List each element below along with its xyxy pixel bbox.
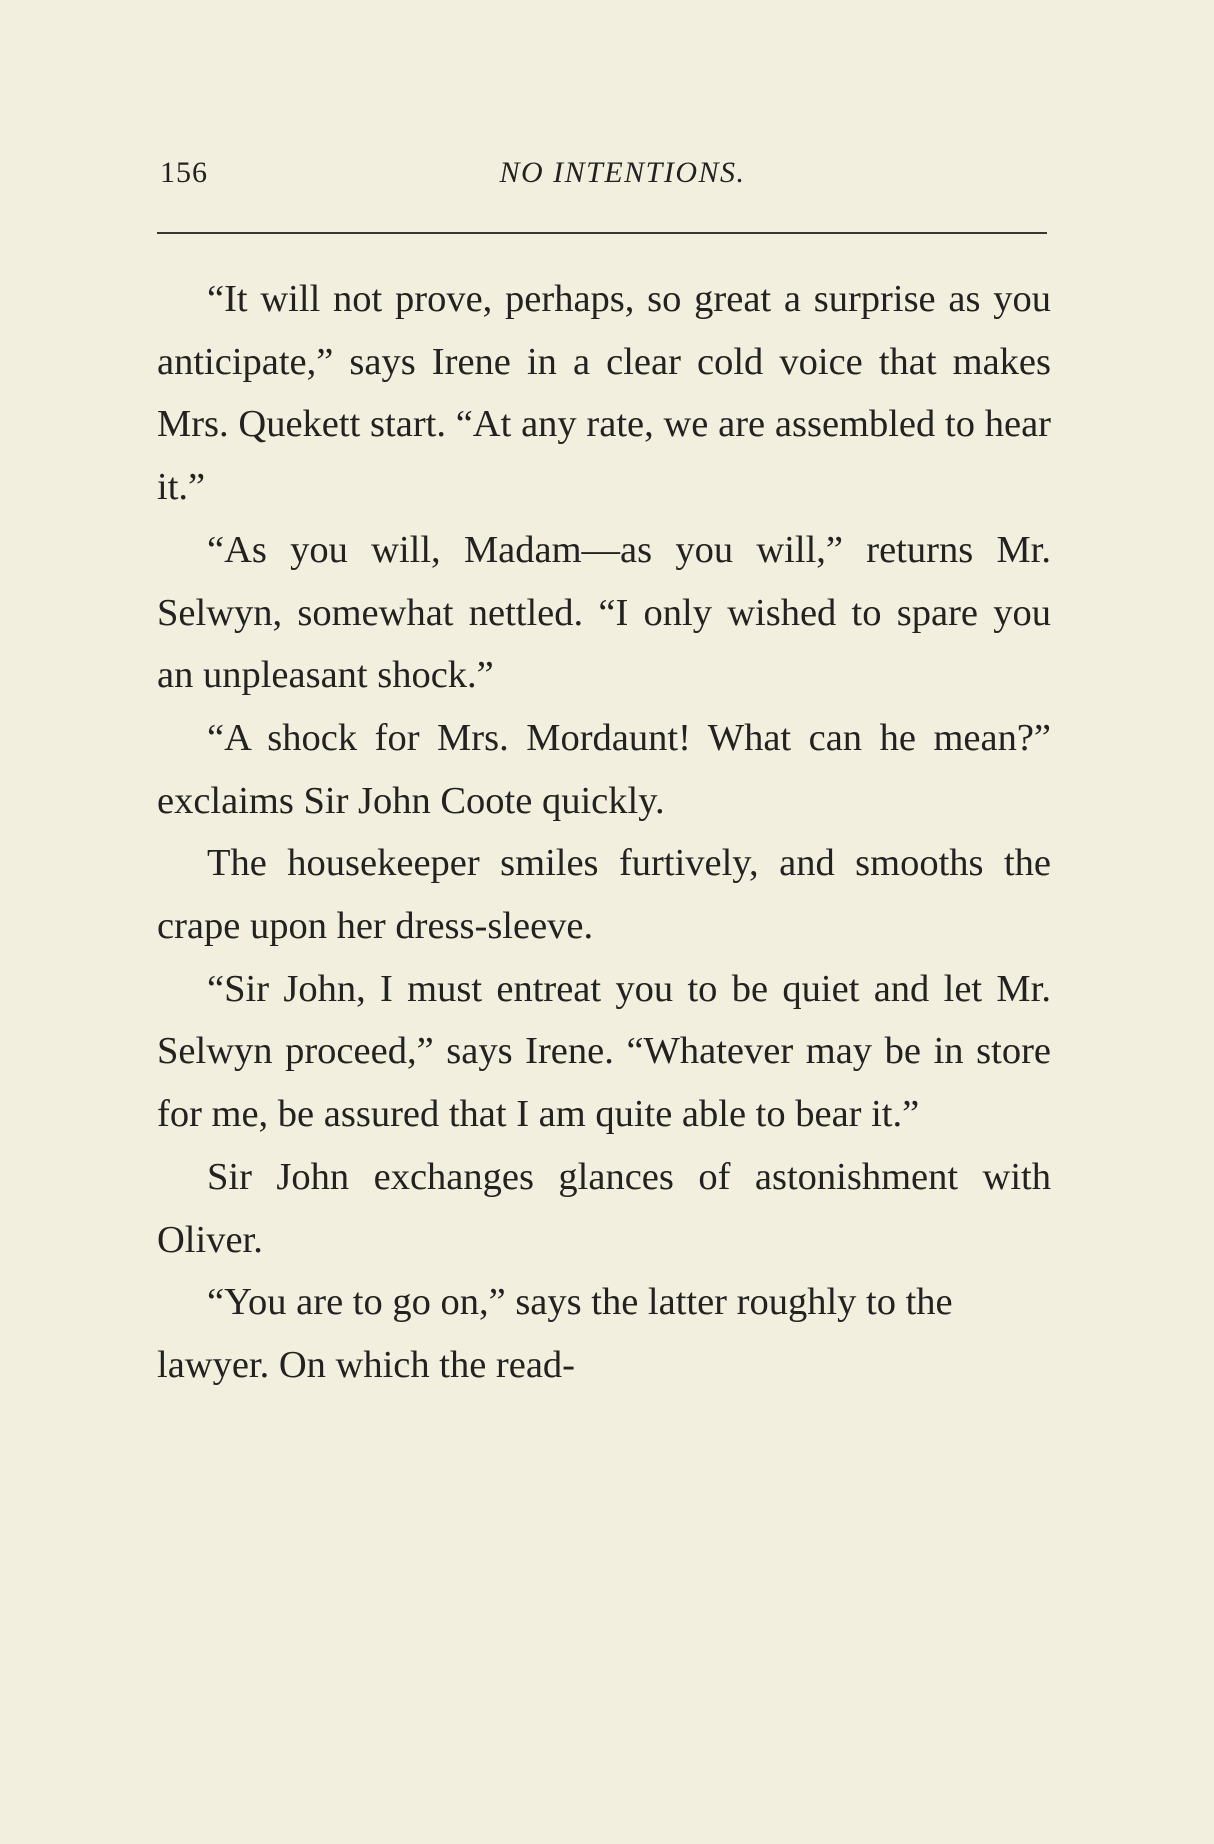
running-title: NO INTENTIONS.: [499, 156, 746, 189]
page-header: [160, 150, 1045, 196]
paragraph: “A shock for Mrs. Mordaunt! What can he mean?” exclaims Sir John Coote quickly.: [157, 716, 1051, 822]
body-text: [157, 268, 1051, 1397]
paragraph: “Sir John, I must entreat you to be quiet and let Mr. Selwyn proceed,” says Irene. “Whatever may be in store for me, be assured that I am quite able to bear it.”: [157, 967, 1051, 1136]
paragraph: The housekeeper smiles furtively, and smooths the crape upon her dress-sleeve.: [157, 842, 1051, 948]
paragraph: “You are to go on,” says the latter roughly to the lawyer. On which the read-: [157, 1281, 953, 1386]
header-rule: [157, 232, 1047, 234]
page-number: 156: [160, 156, 208, 189]
paragraph: Sir John exchanges glances of astonishment with Oliver.: [157, 1155, 1051, 1261]
paragraph: “As you will, Madam—as you will,” returns Mr. Selwyn, somewhat nettled. “I only wished to spare you an unpleasant shock.”: [157, 528, 1051, 697]
paragraph: “It will not prove, perhaps, so great a surprise as you anticipate,” says Irene in a clear cold voice that makes Mrs. Quekett start. “At any rate, we are assembled to hear it.”: [157, 278, 1051, 509]
